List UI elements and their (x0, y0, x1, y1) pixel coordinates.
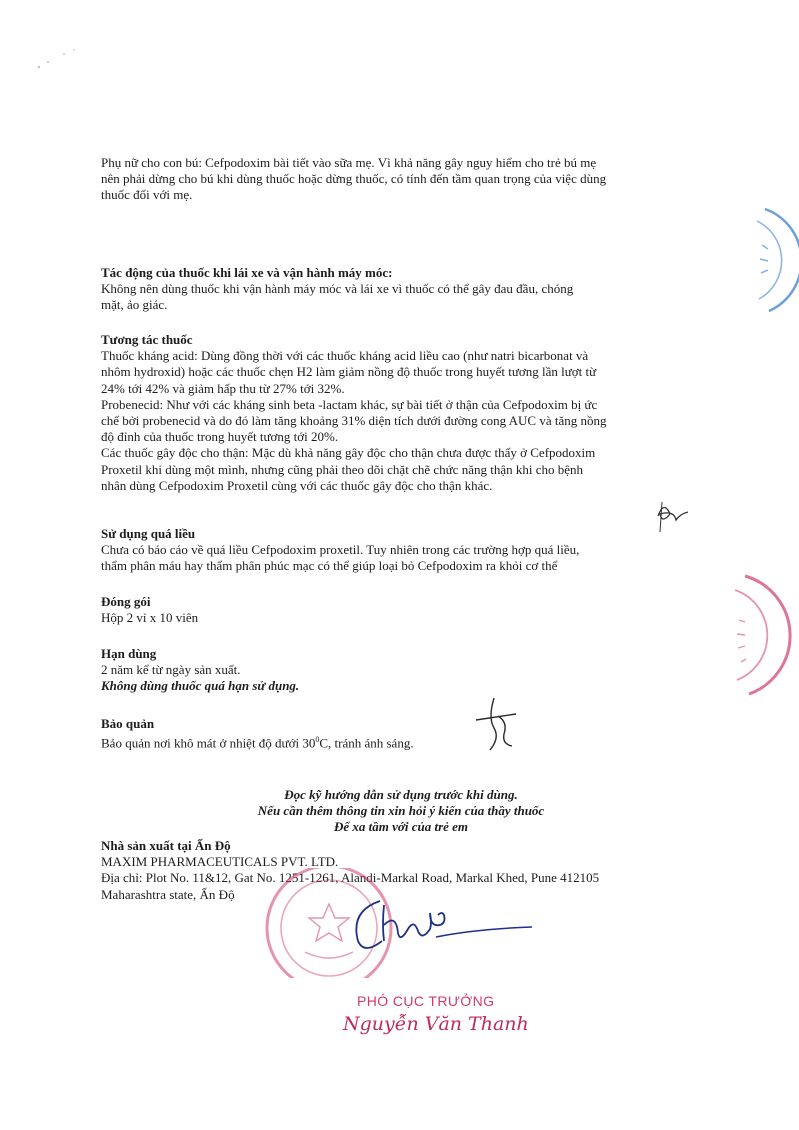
advice-line: Để xa tầm với của trẻ em (333, 819, 469, 835)
overdose-line: Chưa có báo cáo về quá liều Cefpodoxim proxetil. Tuy nhiên trong các trường hợp quá liều, (101, 542, 580, 558)
interactions-section (101, 332, 701, 494)
advice-line: Đọc kỹ hướng dẫn sử dụng trước khi dùng. (284, 787, 518, 802)
expiry-line: 2 năm kể từ ngày sản xuất. (101, 662, 241, 678)
packaging-section (101, 594, 701, 626)
nursing-line: nên phải dừng cho bú khi dùng thuốc hoặc dừng thuốc, có tính đến tầm quan trọng của việc dùng (101, 171, 607, 187)
interactions-heading: Tương tác thuốc (101, 332, 193, 347)
manufacturer-name: MAXIM PHARMACEUTICALS PVT. LTD. (101, 854, 339, 870)
driving-line: mặt, ảo giác. (101, 297, 168, 313)
driving-line: Không nên dùng thuốc khi vận hành máy móc và lái xe vì thuốc có thể gây đau đầu, chóng (101, 281, 574, 297)
packaging-heading: Đóng gói (101, 594, 151, 609)
advice-section (101, 787, 701, 836)
interactions-line: Các thuốc gây độc cho thận: Mặc dù khả năng gây độc cho thận chưa được thấy ở Cefpodoxim (101, 445, 596, 461)
overdose-heading: Sử dụng quá liều (101, 526, 196, 541)
signatory-title: PHÓ CỤC TRƯỞNG (357, 993, 495, 1009)
expiry-warning: Không dùng thuốc quá hạn sử dụng. (101, 678, 300, 694)
interactions-line: nhân dùng Cefpodoxim Proxetil cùng với các thuốc gây độc cho thận khác. (101, 477, 493, 493)
storage-line (101, 732, 701, 752)
interactions-line: nhôm hydroxid) hoặc các thuốc chẹn H2 làm giảm nồng độ thuốc trong huyết tương lần lượt từ (101, 364, 597, 380)
scan-artifact (34, 42, 84, 72)
nursing-line: thuốc đối với mẹ. (101, 187, 193, 203)
interactions-line: Proxetil khi dùng một mình, nhưng cũng phải theo dõi chặt chẽ chức năng thận khi cho bệnh (101, 461, 583, 477)
packaging-line: Hộp 2 vỉ x 10 viên (101, 610, 199, 626)
manufacturer-address: Địa chỉ: Plot No. 11&12, Gat No. 1251-1261, Alandi-Markal Road, Markal Khed, Pune 412105 (101, 870, 600, 886)
storage-heading: Bảo quản (101, 716, 155, 731)
interactions-line: chế bởi probenecid và do đó làm tăng khoảng 31% diện tích dưới đường cong AUC và tăng nồng (101, 413, 607, 429)
interactions-line: Thuốc kháng acid: Dùng đồng thời với các thuốc kháng acid liều cao (như natri bicarbonat và (101, 348, 589, 364)
storage-section (101, 716, 701, 752)
director-signature (340, 895, 540, 959)
degree-superscript: 0 (315, 735, 320, 745)
nursing-section (101, 155, 701, 204)
interactions-line: 24% tới 42% và giảm hấp thu từ 27% tới 32%. (101, 380, 345, 396)
storage-signature (468, 690, 528, 756)
driving-section (101, 265, 701, 314)
manufacturer-address: Maharashtra state, Ấn Độ (101, 886, 235, 902)
initials-signature (648, 492, 696, 536)
interactions-line: độ đỉnh của thuốc trong huyết tương tới 20%. (101, 429, 339, 445)
overdose-section (101, 526, 701, 575)
expiry-heading: Hạn dùng (101, 646, 157, 661)
advice-line: Nếu cần thêm thông tin xin hỏi ý kiến của thầy thuốc (257, 803, 545, 819)
nursing-line: Phụ nữ cho con bú: Cefpodoxim bài tiết vào sữa mẹ. Vì khả năng gây nguy hiểm cho trẻ bú mẹ (101, 155, 597, 170)
red-stamp-partial (705, 570, 799, 700)
interactions-line: Probenecid: Như với các kháng sinh beta -lactam khác, sự bài tiết ở thận của Cefpodoxim bị ức (101, 396, 598, 412)
manufacturer-heading: Nhà sản xuất tại Ấn Độ (101, 838, 231, 853)
driving-heading: Tác động của thuốc khi lái xe và vận hành máy móc: (101, 265, 393, 280)
storage-text: Bảo quản nơi khô mát ở nhiệt độ dưới 30 (101, 735, 316, 751)
signatory-name: Nguyễn Văn Thanh (343, 1013, 529, 1035)
overdose-line: thẩm phân máu hay thẩm phân phúc mạc có thể giúp loại bỏ Cefpodoxim ra khỏi cơ thể (101, 558, 558, 574)
expiry-section (101, 646, 701, 695)
blue-stamp-partial (735, 205, 799, 315)
storage-text-end: C, tránh ánh sáng. (319, 735, 414, 751)
